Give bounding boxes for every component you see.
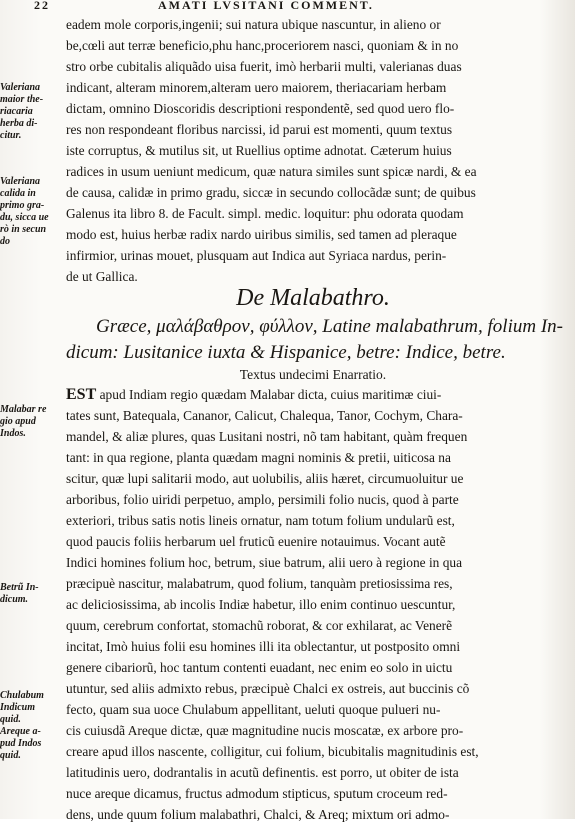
- margin-line: citur.: [0, 130, 22, 141]
- paragraph-valeriana: [66, 14, 560, 287]
- marginal-note-valeriana-maior: [0, 82, 64, 142]
- margin-line: Chulabum: [0, 690, 44, 701]
- text-line: quod paucis foliis herbarum uel fruticũ euenire notauimus. Vocant autẽ: [66, 534, 446, 549]
- text-line: incitat, Imò huius folii esu homines illi ita oblectantur, ut postposito omni: [66, 639, 461, 654]
- text-line: mandel, & aliæ plures, quas Lusitani nostri, nõ tam habitant, quàm frequen: [66, 429, 468, 444]
- text-line: [66, 384, 560, 405]
- text-line: eadem mole corporis,ingenii; sui natura ubique nascuntur, in alieno or: [66, 17, 441, 32]
- margin-line: quid.: [0, 714, 21, 725]
- margin-line: pud Indos: [0, 738, 42, 749]
- page-number: 22: [34, 0, 50, 12]
- text-line: Galenus ita libro 8. de Facult. simpl. medic. loquitur: phu odorata quodam: [66, 206, 464, 221]
- lemma: [66, 314, 566, 366]
- running-title: AMATI LVSITANI COMMENT.: [158, 0, 374, 12]
- lemma-line: dicum: Lusitanice iuxta & Hispanice, betre: Indice, betre.: [66, 342, 506, 363]
- margin-line: do: [0, 236, 10, 247]
- text-line: indicant, alteram minorem,alteram uero maiorem, theriacariam herbam: [66, 80, 447, 95]
- text-line: res non respondeant floribus narcissi, id parui est momenti, quum textus: [66, 122, 453, 137]
- paragraph-malabathrum: [66, 384, 560, 825]
- text-line: radices in usum ueniunt medicum, quæ natura similes sunt spicæ nardi, & ea: [66, 164, 477, 179]
- text-line: de causa, calidæ in primo gradu, siccæ in secundo collocãdæ sunt; de quibus: [66, 185, 476, 200]
- marginal-note-malabar: [0, 404, 64, 440]
- text-line: genere cibariorũ, hoc tantum contenti euadant, nec enim eo solo in uictu: [66, 660, 453, 675]
- text-line: dictam, omnino Dioscoridis descriptioni respondentẽ, sed quod uero flo-: [66, 101, 455, 116]
- text-line: dens, unde quum folium malabathri, Chalci, & Areq; mixtum ori admo-: [66, 807, 450, 822]
- margin-line: calida in: [0, 188, 36, 199]
- text-line: ac deliciosissima, ab incolis Indiæ habetur, illo enim continuo uescuntur,: [66, 597, 456, 612]
- margin-line: quid.: [0, 750, 21, 761]
- text-line: latitudinis uero, dodrantalis in acutũ definentis. est porro, ut obiter de ista: [66, 765, 459, 780]
- margin-line: dicum.: [0, 594, 29, 605]
- text-line: be,cœli aut terræ beneficio,phu hanc,proceriorem nasci, quoniam & in no: [66, 38, 459, 53]
- margin-line: gio apud: [0, 416, 36, 427]
- margin-line: rò in secun: [0, 224, 47, 235]
- text-line: infirmior, urinas mouet, plusquam aut Indica aut Syriaca nardus, perin-: [66, 248, 447, 263]
- text-line: tates sunt, Batequala, Cananor, Calicut, Chalequa, Tanor, Cochym, Chara-: [66, 408, 463, 423]
- section-title: De Malabathro.: [236, 285, 390, 311]
- text-line: arboribus, folio uiridi perpetuo, amplo, persimili folio nucis, quod à parte: [66, 492, 459, 507]
- drop-cap: EST: [66, 386, 97, 403]
- text-line: exteriori, tribus satis notis lineis ornatur, nam totum folium undularũ est,: [66, 513, 455, 528]
- margin-line: riacaria: [0, 106, 33, 117]
- marginal-note-valeriana-calida: [0, 176, 64, 248]
- margin-line: Indos.: [0, 428, 26, 439]
- text-line: scitur, quæ lupi salitarii modo, aut uolubilis, aliis hæret, circumuoluitur ue: [66, 471, 464, 486]
- page-header: [0, 0, 575, 14]
- margin-line: maior the-: [0, 94, 44, 105]
- margin-line: Valeriana: [0, 176, 41, 187]
- margin-line: Valeriana: [0, 82, 41, 93]
- text-line: Indici homines folium hoc, betrum, siue batrum, alii uero à regione in qua: [66, 555, 463, 570]
- text-line: nuce areque dicamus, fructus admodum stipticus, sputum croceum red-: [66, 786, 448, 801]
- text-line: quum, cerebrum confortat, stomachũ roborat, & cor exhilarat, ac Venerẽ: [66, 618, 453, 633]
- marginal-note-betrum: [0, 582, 64, 606]
- margin-line: Indicum: [0, 702, 36, 713]
- text-line: iste corruptus, & mutilus sit, ut Ruellius optime adnotat. Cæterum huius: [66, 143, 452, 158]
- text-line: præcipuè nascitur, malabatrum, quod folium, tanquàm pretiosissima res,: [66, 576, 453, 591]
- text-line: fecto, quam sua uoce Chulabum appellitant, ueluti quoque pulueri nu-: [66, 702, 441, 717]
- text-line: de ut Gallica.: [66, 269, 138, 284]
- margin-line: Betrũ In-: [0, 582, 39, 593]
- text-line: cis cuiusdã Areque dictæ, quæ magnitudine nucis moscatæ, ex arbore pro-: [66, 723, 464, 738]
- text-line: modo est, huius herbæ radix nardo uiribus similis, sed tamen ad pleraque: [66, 227, 457, 242]
- lemma-line: Græce, μαλάβαθρον, φύλλον, Latine malabathrum, folium In-: [96, 316, 563, 337]
- margin-line: primo gra-: [0, 200, 45, 211]
- text-line: utuntur, sed aliis admixto rebus, præcipuè Chalci ex ostreis, aut buccinis cõ: [66, 681, 470, 696]
- text-line: stro orbe cubitalis aliquãdo uisa fuerit, imò herbarii multi, valerianas duas: [66, 59, 462, 74]
- margin-line: du, sicca ue: [0, 212, 49, 223]
- text-line: creare apud illos nascente, colligitur, cui folium, bicubitalis magnitudinis est,: [66, 744, 479, 759]
- marginal-note-chulabum-areque: [0, 690, 64, 762]
- subheading: Textus undecimi Enarratio.: [239, 367, 387, 382]
- margin-line: herba di-: [0, 118, 38, 129]
- margin-line: Malabar re: [0, 404, 47, 415]
- margin-line: Areque a-: [0, 726, 41, 737]
- text-line: tant: in qua regione, planta quædam magni nominis & pretii, uiticosa na: [66, 450, 451, 465]
- text-line-rest: apud Indiam regio quædam Malabar dicta, cuius maritimæ ciui-: [99, 387, 442, 402]
